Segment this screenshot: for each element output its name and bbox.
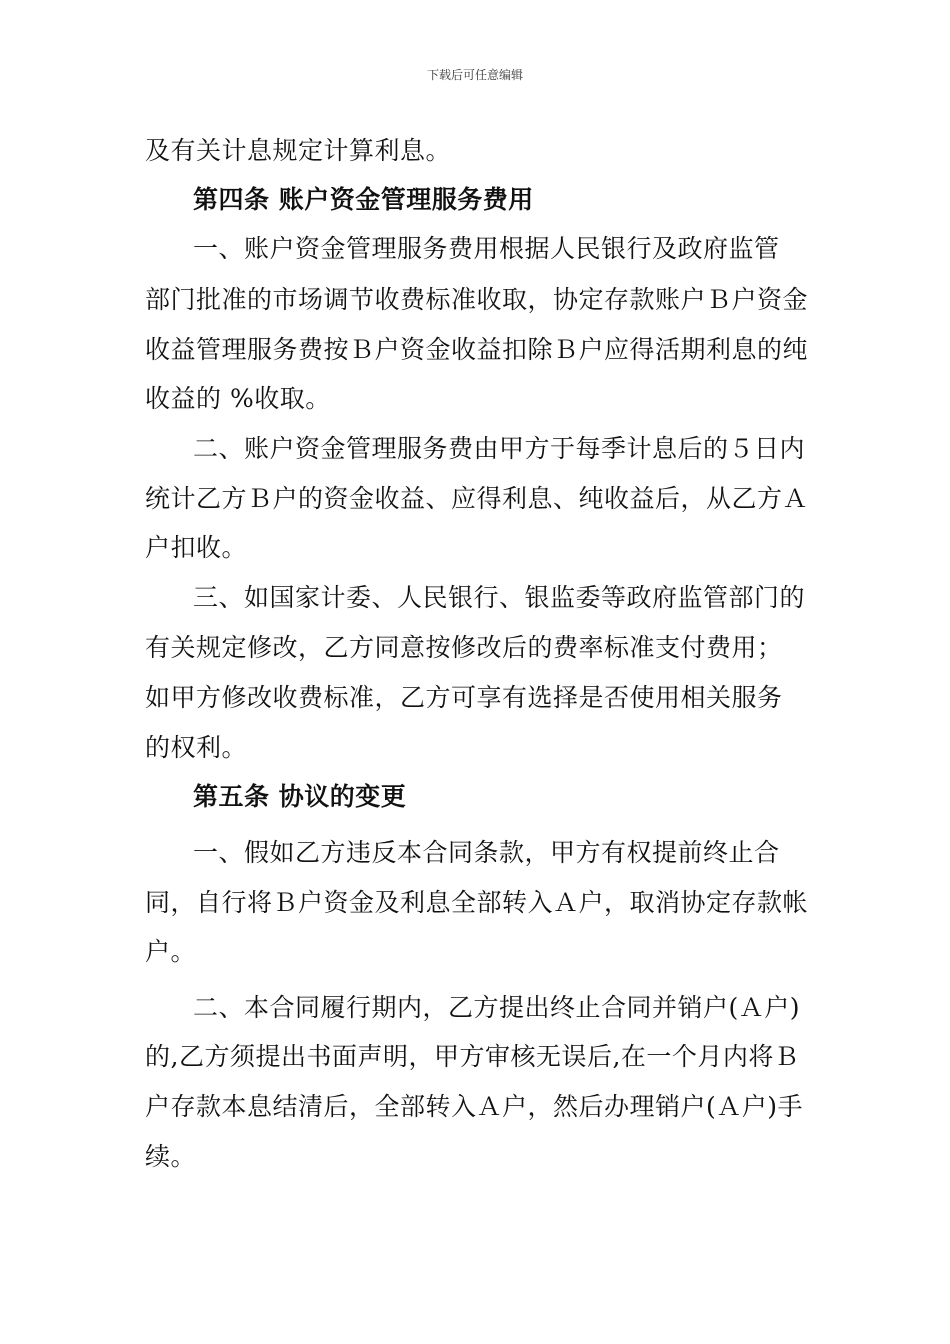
text-line: 户。 <box>145 937 197 966</box>
text-line: 三、如国家计委、人民银行、银监委等政府监管部门的 <box>193 583 806 612</box>
text-line: 的,乙方须提出书面声明，甲方审核无误后,在一个月内将Ｂ <box>145 1042 800 1071</box>
page-header: 下载后可任意编辑 <box>426 68 523 82</box>
section-heading: 第四条 账户资金管理服务费用 <box>193 185 534 214</box>
text-line: 收益的 %收取。 <box>145 384 331 413</box>
text-line: 户存款本息结清后，全部转入Ａ户，然后办理销户(Ａ户)手 <box>145 1092 804 1121</box>
section-heading: 第五条 协议的变更 <box>193 782 407 811</box>
text-line: 如甲方修改收费标准，乙方可享有选择是否使用相关服务 <box>145 683 783 712</box>
text-line: 二、本合同履行期内，乙方提出终止合同并销户(Ａ户) <box>193 993 801 1022</box>
text-line: 续。 <box>145 1142 197 1171</box>
text-line: 及有关计息规定计算利息。 <box>145 136 452 165</box>
text-line: 户扣收。 <box>145 533 248 562</box>
text-line: 一、账户资金管理服务费用根据人民银行及政府监管 <box>193 234 780 263</box>
text-line: 的权利。 <box>145 733 248 762</box>
text-line: 有关规定修改，乙方同意按修改后的费率标准支付费用； <box>145 633 783 662</box>
text-line: 收益管理服务费按Ｂ户资金收益扣除Ｂ户应得活期利息的纯 <box>145 335 809 364</box>
text-line: 二、账户资金管理服务费由甲方于每季计息后的５日内 <box>193 434 806 463</box>
text-line: 一、假如乙方违反本合同条款，甲方有权提前终止合 <box>193 838 780 867</box>
text-line: 同，自行将Ｂ户资金及利息全部转入Ａ户，取消协定存款帐 <box>145 888 809 917</box>
text-line: 部门批准的市场调节收费标准收取，协定存款账户Ｂ户资金 <box>145 285 809 314</box>
text-line: 统计乙方Ｂ户的资金收益、应得利息、纯收益后，从乙方Ａ <box>145 484 809 513</box>
